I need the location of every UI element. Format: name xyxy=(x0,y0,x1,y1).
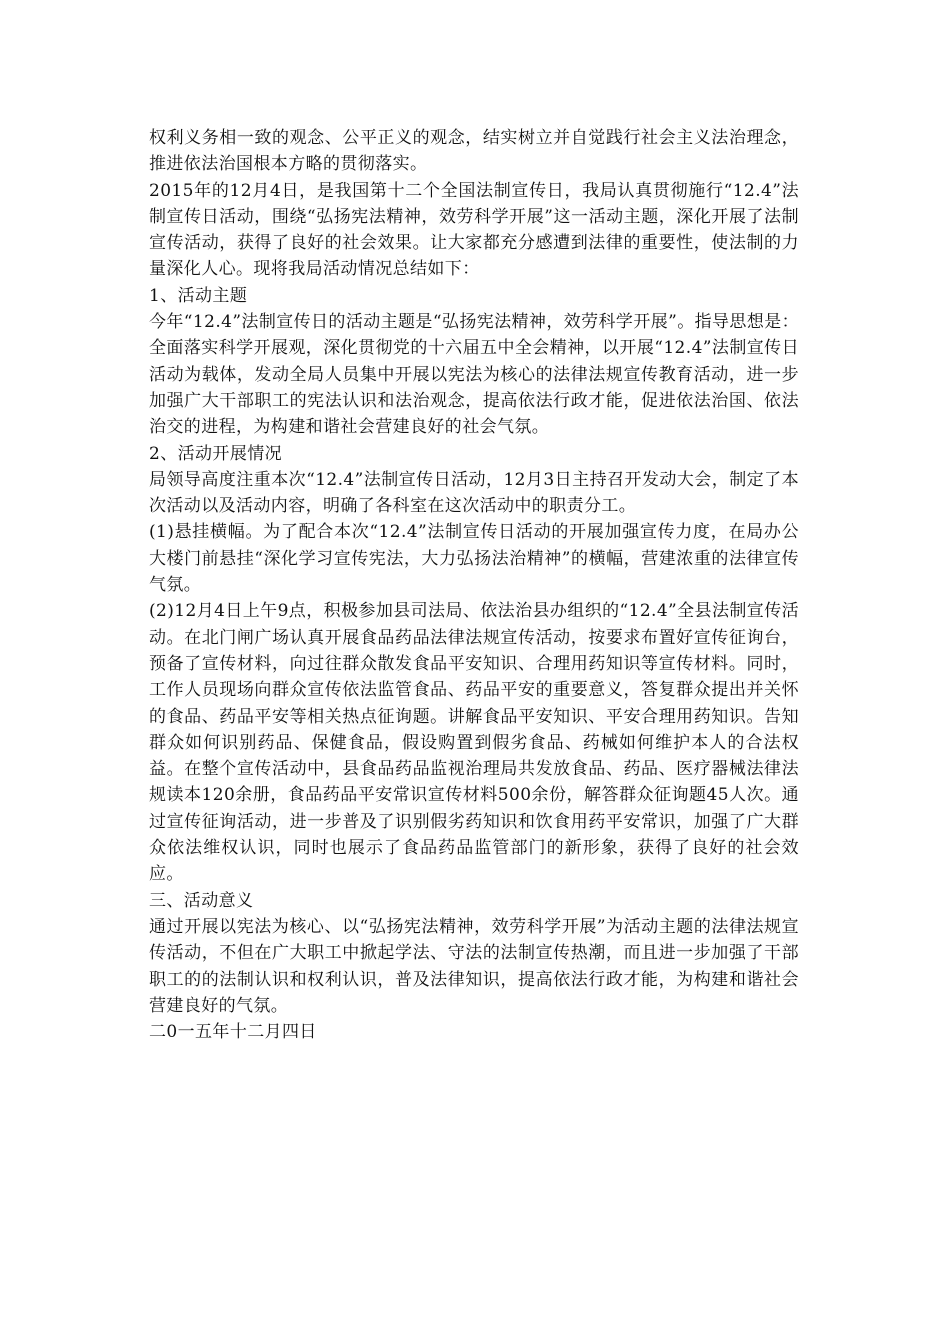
paragraph-leadership: 局领导高度注重本次“12.4”法制宣传日活动，12月3日主持召开发动大会，制定了本次活动以及活动内容，明确了各科室在这次活动中的职责分工。 xyxy=(149,469,799,517)
section-heading-significance: 三、活动意义 xyxy=(149,890,254,911)
section-heading-theme: 1、活动主题 xyxy=(149,285,248,306)
document-date: 二0一五年十二月四日 xyxy=(149,1022,317,1043)
document-body xyxy=(149,125,799,1045)
paragraph-item-1: (1)悬挂横幅。为了配合本次“12.4”法制宣传日活动的开展加强宣传力度，在局办公大楼门前悬挂“深化学习宣传宪法，大力弘扬法治精神”的横幅，营建浓重的法律宣传气氛。 xyxy=(149,522,799,596)
paragraph-significance: 通过开展以宪法为核心、以“弘扬宪法精神，效劳科学开展”为活动主题的法律法规宣传活动，不但在广大职工中掀起学法、守法的法制宣传热潮，而且进一步加强了干部职工的的法制认识和权利认识，普及法律知识，提高依法行政才能，为构建和谐社会营建良好的气氛。 xyxy=(149,916,799,1016)
paragraph-overview: 2015年的12月4日，是我国第十二个全国法制宣传日，我局认真贯彻施行“12.4”法制宣传日活动，围绕“弘扬宪法精神，效劳科学开展”这一活动主题，深化开展了法制宣传活动，获得了良好的社会效果。让大家都充分感遭到法律的重要性，使法制的力量深化人心。现将我局活动情况总结如下： xyxy=(149,180,799,280)
paragraph-intro-continuation: 权利义务相一致的观念、公平正义的观念，结实树立并自觉践行社会主义法治理念，推进依法治国根本方略的贯彻落实。 xyxy=(149,128,799,175)
paragraph-item-2: (2)12月4日上午9点，积极参加县司法局、依法治县办组织的“12.4”全县法制宣传活动。在北门闸广场认真开展食品药品法律法规宣传活动，按要求布置好宣传征询台，预备了宣传材料，向过往群众散发食品平安知识、合理用药知识等宣传材料。同时，工作人员现场向群众宣传依法监管食品、药品平安的重要意义，答复群众提出并关怀的食品、药品平安等相关热点征询题。讲解食品平安知识、平安合理用药知识。告知群众如何识别药品、保健食品，假设购置到假劣食品、药械如何维护本人的合法权益。在整个宣传活动中，县食品药品监视治理局共发放食品、药品、医疗器械法律法规读本120余册，食品药品平安常识宣传材料500余份，解答群众征询题45人次。通过宣传征询活动，进一步普及了识别假劣药知识和饮食用药平安常识，加强了广大群众依法维权认识，同时也展示了食品药品监管部门的新形象，获得了良好的社会效应。 xyxy=(149,601,799,885)
paragraph-theme: 今年“12.4”法制宣传日的活动主题是“弘扬宪法精神，效劳科学开展”。指导思想是：全面落实科学开展观，深化贯彻党的十六届五中全会精神，以开展“12.4”法制宣传日活动为载体，发动全局人员集中开展以宪法为核心的法律法规宣传教育活动，进一步加强广大干部职工的宪法认识和法治观念，提高依法行政才能，促进依法治国、依法治交的进程，为构建和谐社会营建良好的社会气氛。 xyxy=(149,312,800,438)
section-heading-activities: 2、活动开展情况 xyxy=(149,443,283,464)
